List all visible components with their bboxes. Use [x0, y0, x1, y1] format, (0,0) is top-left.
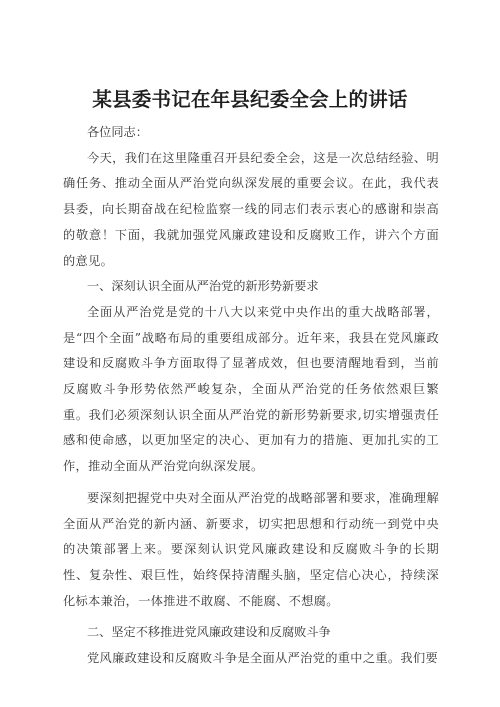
section-heading-1: 一、深刻认识全面从严治党的新形势新要求 — [87, 279, 319, 294]
section-heading-2: 二、坚定不移推进党风廉政建设和反腐败斗争 — [87, 625, 331, 640]
paragraph-section-2-a: 党风廉政建设和反腐败斗争是全面从严治党的重中之重。我们要 — [87, 651, 439, 666]
paragraph-section-1-a: 全面从严治党是党的十八大以来党中央作出的重大战略部署，是“四个全面”战略布局的重要组成部分。近年来，我县在党风廉政建设和反腐败斗争方面取得了显著成效，但也要清醒地看到，当前反腐败斗争形势依然严峻复杂，全面从严治党的任务依然艰巨繁重。我们必须深刻认识全面从严治党的新形势新要求,切实增强责任感和使命感，以更加坚定的决心、更加有力的措施、更加扎实的工作，推动全面从严治党向纵深发展。 — [63, 304, 439, 474]
document-body — [63, 120, 439, 672]
paragraph-opening: 今天，我们在这里隆重召开县纪委全会，这是一次总结经验、明确任务、推动全面从严治党向纵深发展的重要会议。在此，我代表县委，向长期奋战在纪检监察一线的同志们表示衷心的感谢和崇高的敬意！下面，我就加强党风廉政建设和反腐败工作，讲六个方面的意见。 — [63, 150, 439, 268]
salutation: 各位同志： — [87, 125, 148, 139]
paragraph-section-1-b: 要深刻把握党中央对全面从严治党的战略部署和要求，准确理解全面从严治党的新内涵、新要求，切实把思想和行动统一到党中央的决策部署上来。要深刻认识党风廉政建设和反腐败斗争的长期性、复杂性、艰巨性，始终保持清醒头脑，坚定信心决心，持续深化标本兼治，一体推进不敢腐、不能腐、不想腐。 — [63, 490, 439, 608]
document-title: 某县委书记在年县纪委全会上的讲话 — [92, 88, 408, 111]
